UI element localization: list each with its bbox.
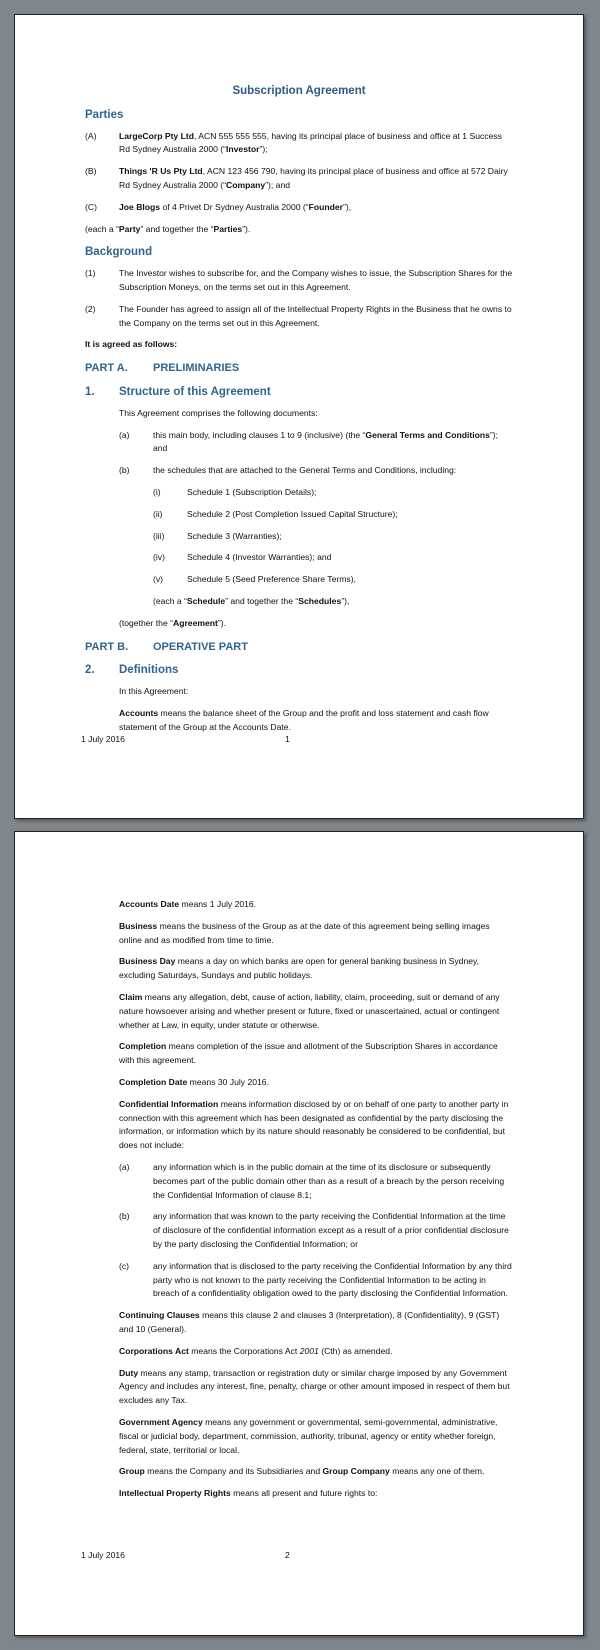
schedule-item: (iii) Schedule 3 (Warranties);: [153, 530, 282, 541]
definition-item: Completion Date means 30 July 2016.: [119, 1076, 269, 1087]
document-title: Subscription Agreement: [232, 85, 366, 97]
structure-item-a: (a) this main body, including clauses 1 to 9 (inclusive) (the “General Terms and Conditions”); and: [119, 429, 499, 454]
definition-item: Corporations Act means the Corporations Act 2001 (Cth) as amended.: [119, 1345, 393, 1356]
background-item: (2) The Founder has agreed to assign all of the Intellectual Property Rights in the Business that he owns to the Company on the terms set out in this Agreement.: [85, 303, 512, 328]
schedule-item: (ii) Schedule 2 (Post Completion Issued Capital Structure);: [153, 508, 398, 519]
definition-item: Group means the Company and its Subsidiaries and Group Company means any one of them.: [119, 1466, 485, 1477]
background-item: (1) The Investor wishes to subscribe for, and the Company wishes to issue, the Subscription Shares for the Subscription Moneys, on the terms set out in this Agreement.: [85, 268, 513, 292]
document-page-1: [14, 14, 584, 819]
definition-item: Accounts Date means 1 July 2016.: [119, 899, 257, 909]
together-text: (together the “Agreement”).: [119, 617, 226, 628]
definition-item: Business Day means a day on which banks are open for general banking business in Sydney, excluding Saturdays, Sundays and public holidays.: [119, 956, 480, 981]
definition-item: Claim means any allegation, debt, cause of action, liability, claim, proceeding, suit or demand of any nature howsoever arising and whether present or future, fixed or unascertained, actual or contingent whether at Law, in equity, under statute or otherwise.: [119, 991, 500, 1030]
clause-2-heading: 2. Definitions: [85, 664, 179, 677]
clause-1-heading: 1. Structure of this Agreement: [85, 385, 271, 398]
definition-accounts: Accounts means the balance sheet of the Group and the profit and loss statement and cash flow statement of the Group at the Accounts Date.: [119, 707, 489, 732]
structure-item-b: (b) the schedules that are attached to the General Terms and Conditions, including:: [119, 465, 457, 476]
definition-item: Duty means any stamp, transaction or registration duty or similar charge imposed by any Government Agency and includes any interest, fine, penalty, charge or other amount imposed in respect of them but excludes any Tax.: [119, 1367, 510, 1406]
definition-item: Business means the business of the Group as at the date of this agreement being selling images online and as modified from time to time.: [119, 920, 490, 945]
agreed-text: It is agreed as follows:: [85, 339, 178, 350]
definition-item: Government Agency means any government or governmental, semi-governmental, administrative, fiscal or judicial body, department, commission, authority, tribunal, agency or entity whether foreign, federal, state, territorial or local.: [119, 1416, 498, 1455]
ci-exclusion-item: (b) any information that was known to the party receiving the Confidential Information at the time of disclosure of the confidential information except as a result of a prior confidential disclosure by the party disclosing the Confidential Information; or: [119, 1211, 509, 1249]
ci-exclusion-item: (c) any information that is disclosed to the party receiving the Confidential Information by any third party who is not known to the party receiving the Confidential Information to be acting in breach of a confidentiality obligation owed to the party disclosing the Confidential Information.: [119, 1260, 512, 1299]
party-a: (A) LargeCorp Pty Ltd, ACN 555 555 555, having its principal place of business and office at 1 Success Rd Sydney Australia 2000 (“Investor”);: [85, 130, 502, 155]
parties-heading: Parties: [85, 108, 124, 121]
page-number: 1: [285, 734, 290, 744]
ci-exclusion-item: (a) any information which is in the public domain at the time of its disclosure or subsequently becomes part of the public domain other than as a result of a breach by the person receiving the Confidential Information of clause 8.1;: [119, 1161, 505, 1200]
page-number: 2: [285, 1550, 290, 1560]
comprises-text: This Agreement comprises the following documents:: [119, 407, 318, 418]
party-c: (C) Joe Blogs of 4 Privet Dr Sydney Australia 2000 (“Founder”),: [85, 201, 352, 212]
footer-date: 1 July 2016: [81, 1550, 125, 1560]
each-party-text: (each a “Party” and together the “Parties”).: [85, 223, 251, 234]
definition-item: Confidential Information means information disclosed by or on behalf of one party to another party in connection with this agreement which has been designated as confidential by the party disclosing the information, or information which by its nature should reasonably be considered to be confidential, but does not include:: [119, 1098, 509, 1151]
party-b: (B) Things 'R Us Pty Ltd, ACN 123 456 790, having its principal place of business and office at 572 Dairy Rd Sydney Australia 2000 (“Company”); and: [85, 166, 508, 190]
part-a-heading: PART A. PRELIMINARIES: [85, 362, 240, 375]
schedule-item: (iv) Schedule 4 (Investor Warranties); and: [153, 552, 332, 563]
definition-item: Completion means completion of the issue and allotment of the Subscription Shares in accordance with this agreement.: [119, 1041, 498, 1066]
background-heading: Background: [85, 246, 153, 259]
definition-item: Continuing Clauses means this clause 2 and clauses 3 (Interpretation), 8 (Confidentiality), 9 (GST) and 10 (General).: [119, 1310, 500, 1334]
in-this-agreement-text: In this Agreement:: [119, 686, 189, 697]
document-page-2: [14, 831, 584, 1636]
footer-date: 1 July 2016: [81, 734, 125, 744]
schedule-item: (v) Schedule 5 (Seed Preference Share Terms),: [153, 574, 356, 585]
schedule-item: (i) Schedule 1 (Subscription Details);: [153, 486, 317, 497]
part-b-heading: PART B. OPERATIVE PART: [85, 640, 248, 653]
definition-item: Intellectual Property Rights means all present and future rights to:: [119, 1488, 378, 1499]
each-schedule-text: (each a “Schedule” and together the “Schedules”),: [153, 595, 350, 606]
